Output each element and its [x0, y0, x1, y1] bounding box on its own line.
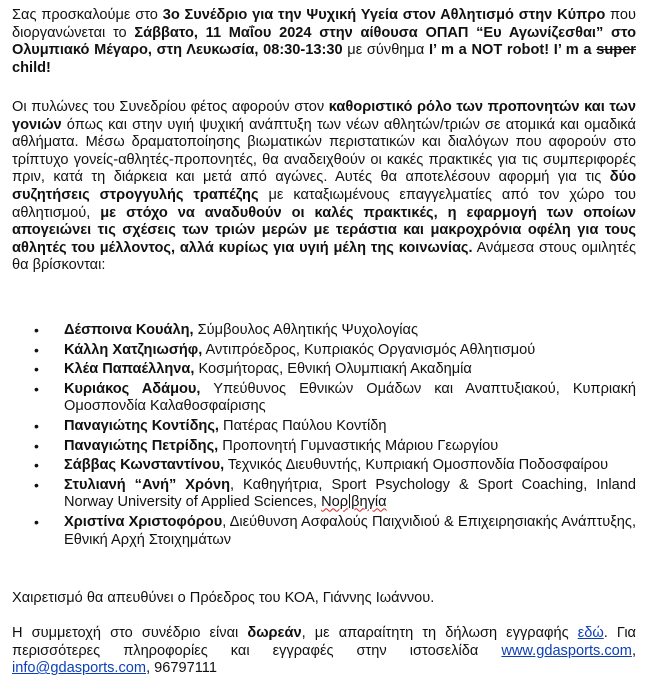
list-item — [12, 381, 636, 416]
text: όπως και στην υγιή ψυχική ανάπτυξη των νέων αθλητών/τριών σε ατομικά και ομαδικά αθλήματα. Μέσω δραματοποίησης βιωματικών περιστατικών και διαλόγων που αφορούν στο τρίπτυχο γονείς-αθλητές-προπονητές, θα αναδειχθούν οι κακές πρακτικές για τις συμπεριφορές πριν, κατά τη διάρκεια και μετά από αγώνες. Αυτές θα αποτελέσουν αφορμή για τις — [12, 116, 636, 186]
phone-text: , 96797111 — [146, 660, 217, 677]
text: Ανάμεσα στους ομιλητές θα βρίσκονται: — [12, 239, 636, 274]
bullet: • — [34, 513, 39, 530]
bullet: • — [34, 361, 39, 378]
text: με καταξιωμένους επαγγελματίες από τον χώρο του αθλητισμού, — [12, 186, 636, 221]
bullet: • — [34, 437, 39, 454]
bullet: • — [34, 417, 39, 434]
list-item — [12, 477, 636, 512]
text: Οι πυλώνες του Συνεδρίου φέτος αφορούν στον — [12, 99, 329, 115]
speaker-name: Στυλιανή “Ανή” Χρόνη — [64, 476, 230, 493]
registration-paragraph — [12, 625, 636, 678]
text: με σύνθημα — [342, 42, 429, 59]
speaker-name: Κλέα Παπαέλληνα, — [64, 361, 195, 378]
speaker-role: , Διεύθυνση Ασφαλούς Παιχνιδιού & Επιχειρησιακής Ανάπτυξης, Εθνική Αρχή Στοιχημάτων — [64, 513, 637, 548]
text: , με απαραίτητη τη δήλωση εγγραφής — [301, 625, 578, 641]
speaker-name: Κυριάκος Αδάμου, — [64, 380, 201, 397]
list-item — [12, 342, 636, 360]
speaker-role: Αντιπρόεδρος, Κυπριακός Οργανισμός Αθλητισμού — [202, 341, 536, 358]
list-item — [12, 514, 636, 549]
spellcheck-word — [321, 494, 386, 510]
motto-text-end: child! — [12, 59, 51, 76]
text: Η συμμετοχή στο συνέδριο είναι — [12, 625, 248, 641]
speaker-name: Δέσποινα Κουάλη, — [64, 322, 194, 338]
website-link[interactable]: www.gdasports.com — [501, 642, 632, 659]
speaker-name: Παναγιώτης Πετρίδης, — [64, 437, 219, 454]
text: Σας προσκαλούμε στο — [12, 7, 163, 23]
conference-title: 3ο Συνέδριο για την Ψυχική Υγεία στον Αθλητισμό στην Κύπρο — [162, 7, 606, 23]
speaker-name: Χριστίνα Χριστοφόρου — [64, 513, 223, 530]
email-link[interactable]: info@gdasports.com — [12, 660, 147, 677]
bold-text: καθοριστικό ρόλο των προπονητών και των γονιών — [12, 99, 636, 133]
speaker-role: Υπεύθυνος Εθνικών Ομάδων και Αναπτυξιακού, Κυπριακή Ομοσπονδία Καλαθοσφαίρισης — [64, 380, 636, 415]
invitation-paragraph — [12, 7, 636, 77]
speaker-role: Προπονητή Γυμναστικής Μάριου Γεωργίου — [218, 437, 499, 454]
speaker-name: Παναγιώτης Κοντίδης, — [64, 417, 219, 434]
speaker-role-tail: Νορ — [321, 494, 349, 511]
greeting-paragraph: Χαιρετισμό θα απευθύνει ο Πρόεδρος του ΚΟΑ, Γιάννης Ιωάννου. — [12, 590, 435, 606]
speaker-list — [12, 322, 636, 551]
text: , — [631, 642, 636, 659]
bold-text: με στόχο να αναδυθούν οι καλές πρακτικές, η εφαρμογή των οποίων απογειώνει τις σχέσεις των τριών μερών με τεράστια και μακροχρόνια οφέλη για τους αθλητές του μέλλοντος, αλλά κυρίως για υγιή μέλη της κοινωνίας. — [12, 204, 636, 256]
list-item — [12, 438, 636, 456]
list-item — [12, 361, 636, 379]
speaker-role: , Καθηγήτρια, Sport Psychology & Sport Coaching, Inland Norway University of Applied Sciences, — [64, 476, 636, 511]
list-item — [12, 457, 636, 475]
speaker-name: Σάββας Κωνσταντίνου, — [64, 457, 225, 474]
bold-text: δύο συζητήσεις στρογγυλής τραπέζης — [12, 169, 636, 203]
bullet: • — [34, 380, 39, 397]
pillars-paragraph — [12, 99, 636, 275]
bullet: • — [34, 341, 39, 358]
speaker-role: Τεχνικός Διευθυντής, Κυπριακή Ομοσπονδία Ποδοσφαίρου — [224, 457, 609, 474]
list-item — [12, 418, 636, 436]
motto-strikethrough: super — [596, 42, 636, 59]
registration-link[interactable]: εδώ — [577, 625, 604, 641]
bullet: • — [34, 457, 39, 474]
speaker-role: Πατέρας Παύλου Κοντίδη — [218, 417, 387, 434]
event-date-venue: Σάββατο, 11 Μαΐου 2024 στην αίθουσα ΟΠΑΠ “Ευ Αγωνίζεσθαι” στο Ολυμπιακό Μέγαρο, στη Λευκωσία, 08:30-13:30 — [12, 24, 636, 59]
speaker-role-tail: βηγία — [351, 494, 387, 511]
list-item — [12, 322, 636, 340]
speaker-role: Κοσμήτορας, Εθνική Ολυμπιακή Ακαδημία — [194, 361, 472, 378]
text: . Για περισσότερες πληροφορίες και εγγραφές στην ιστοσελίδα — [12, 625, 636, 659]
speaker-role: Σύμβουλος Αθλητικής Ψυχολογίας — [193, 322, 419, 338]
bullet: • — [34, 476, 39, 493]
motto-text: I’ m a NOT robot! I’ m a — [428, 42, 597, 59]
text: που διοργανώνεται το — [12, 7, 636, 41]
text-cursor — [349, 494, 350, 508]
speaker-name: Κάλλη Χατζηιωσήφ, — [64, 341, 203, 358]
free-text: δωρεάν — [247, 625, 302, 641]
bullet: • — [34, 322, 39, 338]
